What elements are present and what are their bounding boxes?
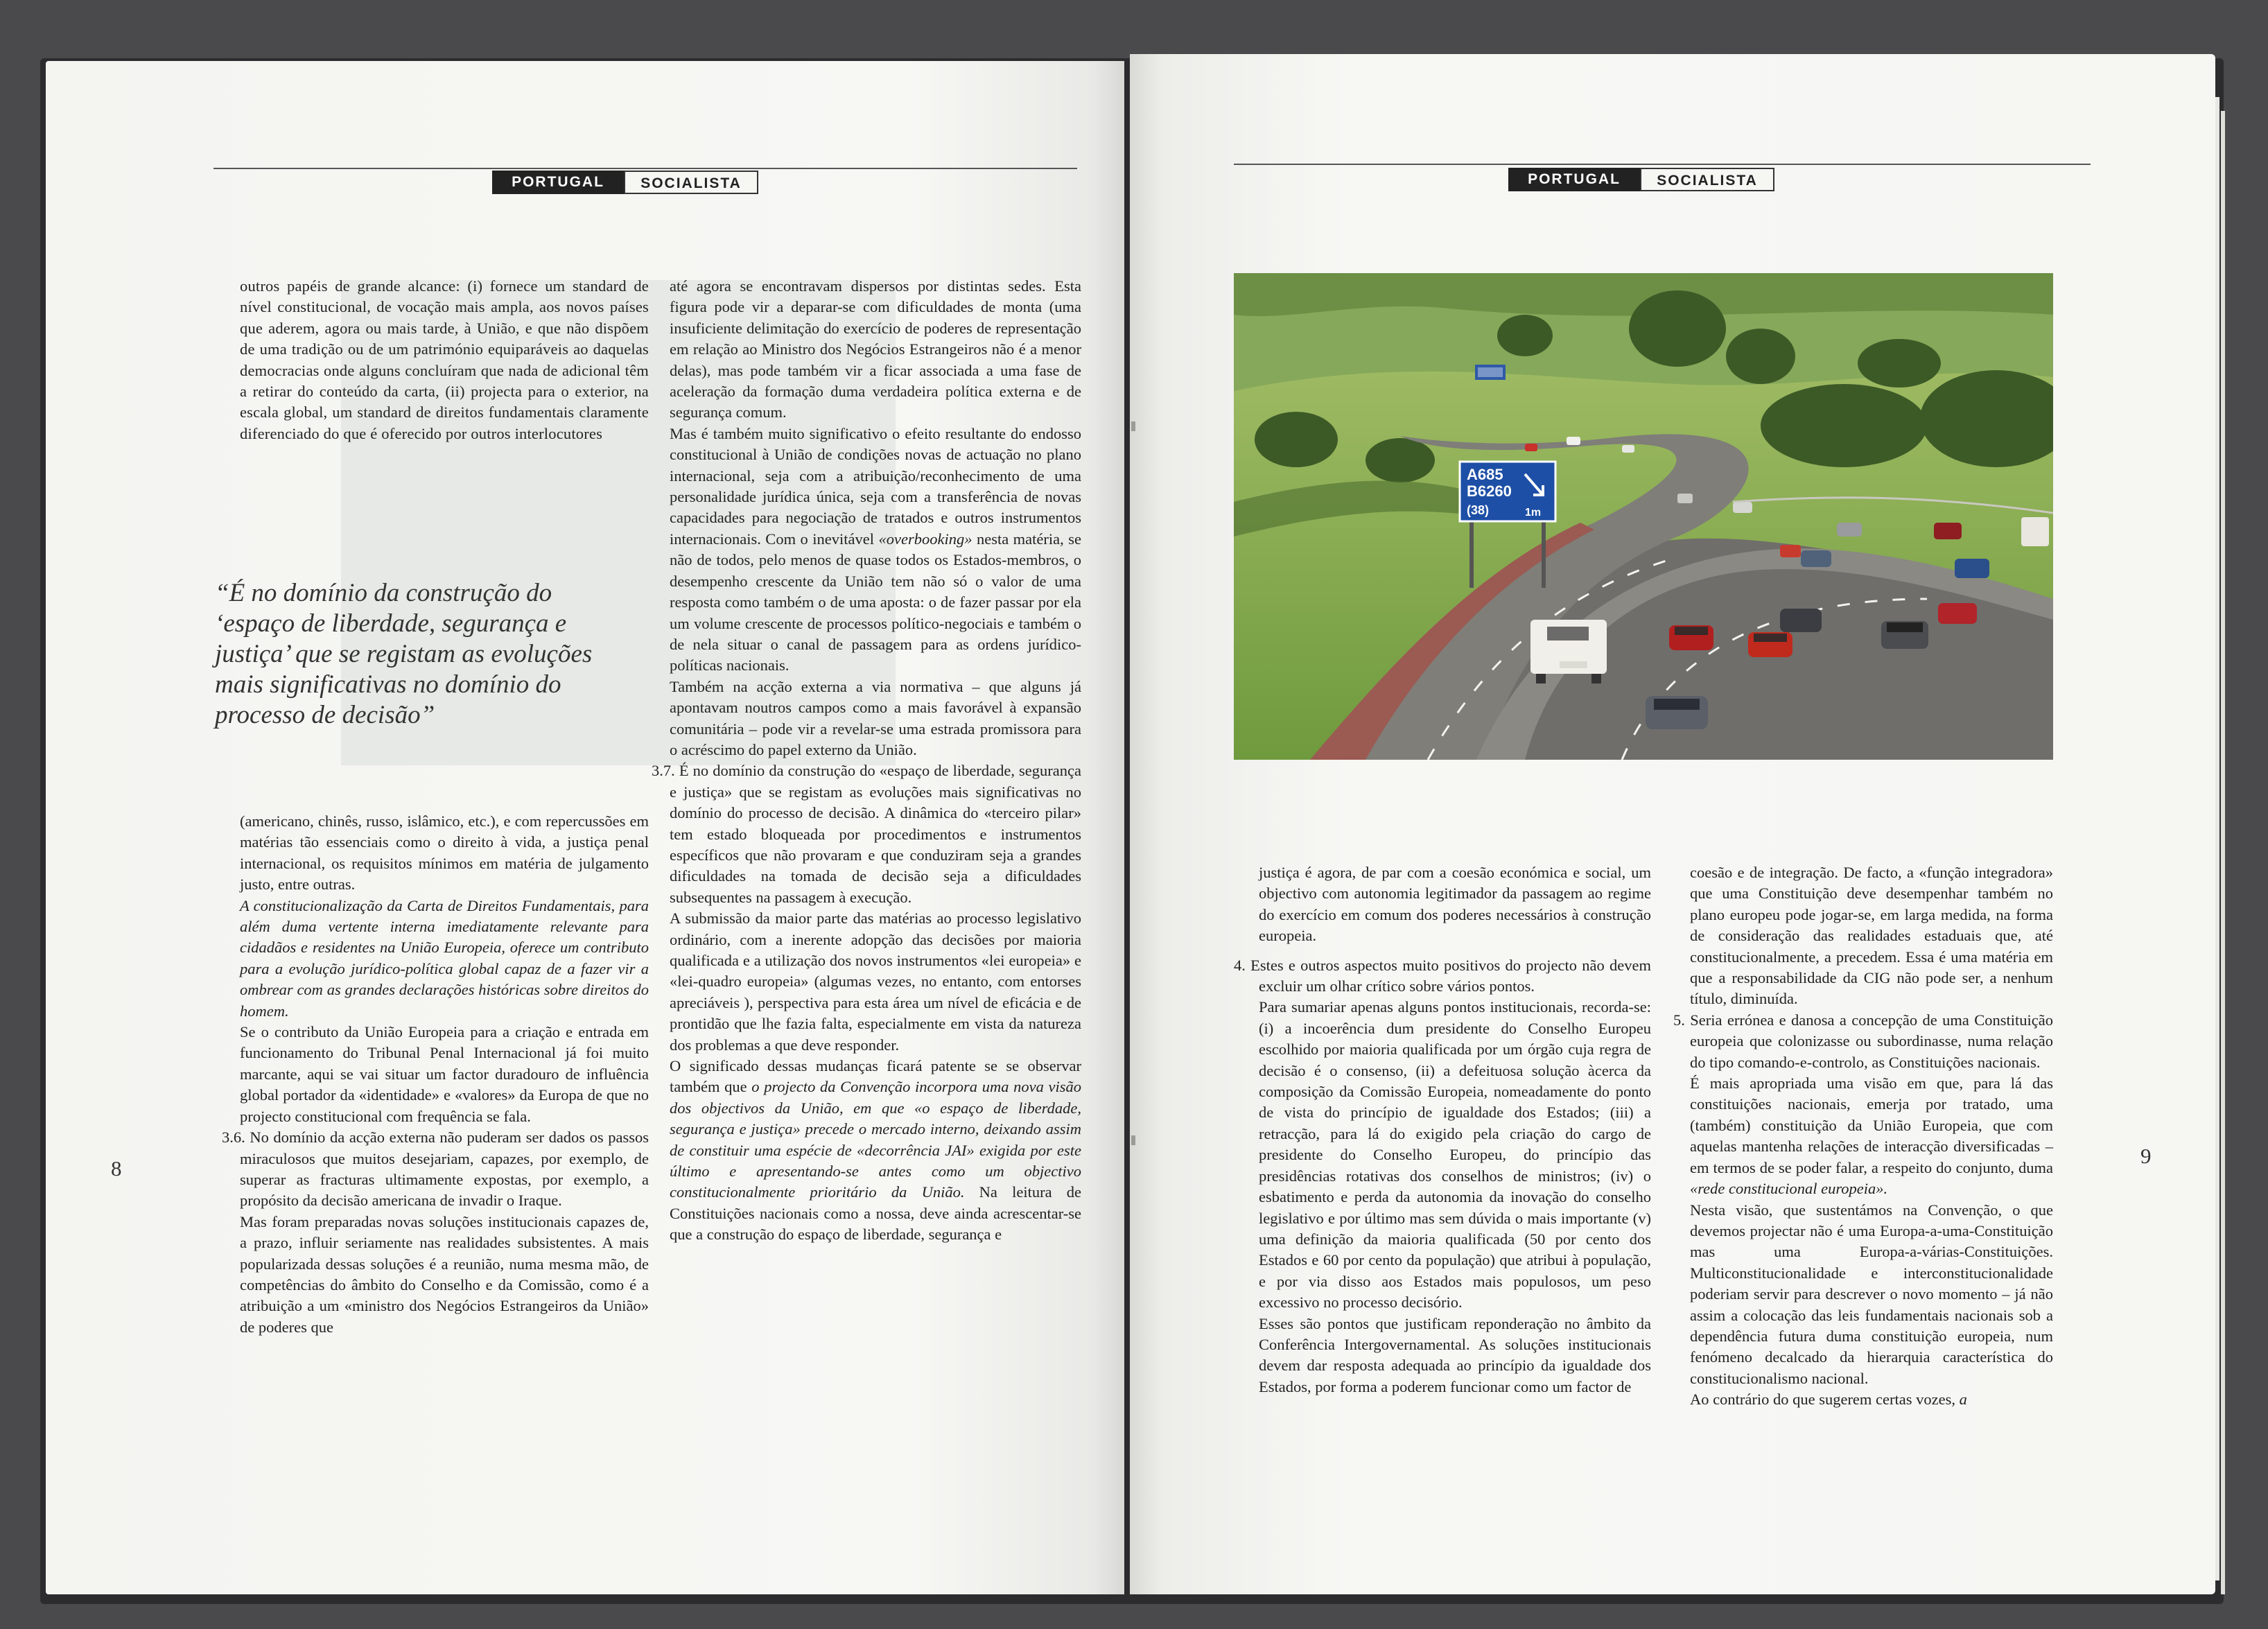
italic-text: «overbooking» xyxy=(878,530,972,548)
paragraph: Para sumariar apenas alguns pontos institucionais, recorda-se: (i) a incoerência dum presidente do Conselho Europeu escolhido por maioria qualificada por um órgão cuja regra de decisão é o consenso, (ii) a defeituosa solução àcerca da composição da Comissão Europeia, nomeadamente do ponto de vista do princípio de igualdade dos Estados; (iii) a retracção, para lá do exigido pela criação do cargo de presidente do Conselho Europeu, do princípio das presidências rotativas dos conselhos de ministros; (iv) o esbatimento e perda da autonomia da inovação do conselho legislativo e por último mas sem dúvida o mais importante (v) uma definição da maioria qualificada (50 por cento dos Estados e 60 por cento da população) que atribui à população, e por via disso aos Estados mais populosos, um peso excessivo no processo decisório. xyxy=(1259,998,1651,1312)
motorway-illustration xyxy=(1234,273,2053,760)
staple xyxy=(1131,1135,1135,1145)
italic-text: A constitucionalização da Carta de Direitos Fundamentais, para além duma vertente interna imediatamente relevante para cidadãos e residentes na União Europeia, oferece um contributo para a evolução jurídico-política global capaz de a fazer vir a ombrear com as grandes declarações históricas sobre direitos do homem. xyxy=(240,896,649,1020)
paragraph: Se o contributo da União Europeia para a criação e entrada em funcionamento do Tribunal Penal Internacional já foi muito marcante, aqui se vai situar um factor duradouro de influência global portador da «identidade» e «valores» da Europa de que no projecto constitucional com frequência se fala. xyxy=(240,1023,649,1125)
sign-text: (38) xyxy=(1467,503,1490,517)
page-number-right: 9 xyxy=(2140,1144,2152,1168)
text: Ao contrário do que sugerem certas vozes, xyxy=(1690,1391,1960,1409)
paragraph: A submissão da maior parte das matérias ao processo legislativo ordinário, com a inerente adopção das decisões por maioria qualificada e a utilização dos novos instrumentos «lei europeia» e «lei-quadro europeia» (algumas vezes, no entanto, com entorses apreciáveis ), perspectiva para esta área um nível de eficácia e de prontidão que lhe fazia falta, especialmente em vista da natureza dos problemas a que deve responder. xyxy=(670,909,1081,1054)
text: É mais apropriada uma visão em que, para lá das constituições nacionais, emerja por tratado, uma (também) constituição da União Europeia, que com aquelas mantenha relações de interacção diversificadas – em termos de se poder falar, a respeito do conjunto, duma xyxy=(1690,1074,2053,1176)
column-2 xyxy=(652,276,1082,1246)
paragraph: outros papéis de grande alcance: (i) fornece um standard de nível constitucional, de vocação mais ampla, aos novos países que aderem, agora ou mais tarde, à União, e que não dispõem de uma tradição ou de um património equiparáveis ao daquelas democracias onde alguns concluíram que nada de adicional têm a retirar do conteúdo da carta, (ii) projecta para o exterior, na escala global, um standard de direitos fundamentais claramente diferenciado do que é oferecido por outros interlocutores xyxy=(240,277,649,442)
sign-text: B6260 xyxy=(1467,482,1512,500)
column-1-top xyxy=(240,276,649,444)
right-page xyxy=(1130,54,2215,1594)
paragraph: coesão e de integração. De facto, a «função integradora» que uma Constituição deve desempenhar também no plano europeu pode jogar-se, em larga medida, na forma de consideração das realidades estaduais que, até constitucionalmente, a precedem. Essa é uma matéria em que a responsabilidade da CIG não pode ser, a nenhum título, diminuída. xyxy=(1690,864,2053,1008)
staple xyxy=(1131,421,1135,431)
italic-text: o projecto da Convenção incorpora uma nova visão dos objectivos da União, em que «o espaço de liberdade, segurança e justiça» precede o mercado interno, deixando assim de constituir uma espécie de «decorrência JAI» exigida por este último e apresentando-se antes como um objectivo constitucionalmente prioritário da União. xyxy=(670,1078,1082,1201)
paragraph: Mas foram preparadas novas soluções institucionais capazes de, a prazo, influir seriamente nas realidades subsistentes. A mais popularizada dessas soluções é a reunião, numa mesma mão, de competências do âmbito do Conselho e da Comissão, como é a atribuição a um «ministro dos Negócios Estrangeiros da União» de poderes que xyxy=(240,1212,649,1336)
header-tab-portugal: PORTUGAL xyxy=(1508,168,1640,191)
text: Mas é também muito significativo o efeito resultante do endosso constitucional à União de condições novas de actuação no plano internacional, seja com a atribuição/reconhecimento de uma personalidade jurídica única, seja com a transferência de novas capacidades para negociação de tratados e outros instrumentos internacionais. Com o inevitável xyxy=(670,424,1081,548)
left-page xyxy=(46,61,1124,1594)
paragraph-numbered: 4. Estes e outros aspectos muito positivos do projecto não devem excluir um olhar crítico sobre vários pontos. xyxy=(1234,956,1651,995)
page-number-left: 8 xyxy=(111,1156,122,1181)
motorway-photo xyxy=(1234,273,2053,760)
column-1 xyxy=(1234,862,1651,1397)
paragraph: (americano, chinês, russo, islâmico, etc.), e com repercussões em matérias tão essenciais como o direito à vida, a justiça penal internacional, os requisitos mínimos em matéria de julgamento justo, entre outras. xyxy=(240,812,649,894)
paragraph: Nesta visão, que sustentámos na Convenção, o que devemos projectar não é uma Europa-a-uma-Constituição mas uma Europa-a-várias-Constituições. Multiconstitucionalidade e interconstitucionalidade poderiam servir para descrever o novo momento – já não assim a colocação das leis fundamentais nacionais sob a dependência futura duma constituição europeia, num fenómeno decalcado da hierarquia característica do constitucionalismo nacional. xyxy=(1690,1201,2053,1387)
header-tab-socialista: SOCIALISTA xyxy=(1640,168,1774,191)
header-rule xyxy=(213,168,1077,169)
header-tab-socialista: SOCIALISTA xyxy=(624,171,758,194)
sign-text: A685 xyxy=(1467,466,1503,483)
paragraph-numbered: 3.6. No domínio da acção externa não puderam ser dados os passos miraculosos que muitos desejariam, capazes, por exemplo, de superar as fracturas ultimamente expostas, por exemplo, a propósito da decisão americana de invadir o Iraque. xyxy=(222,1129,649,1210)
paragraph: Esses são pontos que justificam reponderação no âmbito da Conferência Intergovernamental. As soluções institucionais devem dar resposta adequada ao princípio da igualdade dos Estados, por forma a poderem funcionar como um factor de xyxy=(1259,1314,1651,1395)
sign-text: 1m xyxy=(1525,507,1542,519)
paragraph: Também na acção externa a via normativa – que alguns já apontavam noutros campos como a mais favorável à expansão comunitária – pode vir a revelar-se uma estrada promissora para o acréscimo do papel externo da União. xyxy=(670,677,1081,758)
page-stack-edge xyxy=(2221,111,2225,1594)
header-tab-portugal: PORTUGAL xyxy=(492,171,624,194)
header-rule xyxy=(1234,164,2091,165)
paragraph: justiça é agora, de par com a coesão económica e social, um objectivo com autonomia legitimador da passagem ao regime do exercício em comum dos poderes necessários à construção europeia. xyxy=(1259,864,1651,945)
pull-quote: “É no domínio da construção do ‘espaço de liberdade, segurança e justiça’ que se registam as evoluções mais significativas no domínio do processo de decisão” xyxy=(215,579,593,729)
paragraph xyxy=(670,424,1081,677)
paragraph xyxy=(1690,1073,2053,1199)
paragraph: até agora se encontravam dispersos por distintas sedes. Esta figura pode vir a deparar-se com dificuldades de monta (uma insuficiente delimitação do exercício de poderes de representação em relação ao Ministro dos Negócios Estrangeiros não é a menor delas), mas pode também vir a ficar associada a uma fase de aceleração da formação duma verdadeira política externa e de segurança comum. xyxy=(670,277,1081,421)
text: O significado dessas mudanças ficará patente se se observar também que xyxy=(670,1057,1081,1096)
column-1-bottom xyxy=(222,811,649,1338)
paragraph-italic xyxy=(240,896,649,1022)
italic-text: a xyxy=(1959,1391,1967,1409)
italic-text: «rede constitucional europeia». xyxy=(1690,1180,1888,1198)
page-stack-edge xyxy=(2215,97,2219,1580)
paragraph xyxy=(1690,1389,2053,1410)
text: nesta matéria, se não de todos, pelo menos de quase todos os Estados-membros, o desempenho crescente da União tem não só o valor de uma resposta como também o de uma aposta: o de fazer passar por ela um volume crescente de processos político-negociais e também o de nela situar o canal de passagem para as ordens jurídico-políticas nacionais. xyxy=(670,530,1081,674)
column-2 xyxy=(1673,862,2053,1411)
text: Na leitura de Constituições nacionais como a nossa, deve ainda acrescentar-se que a construção do espaço de liberdade, segurança e xyxy=(670,1183,1081,1244)
paragraph-numbered: 5. Seria errónea e danosa a concepção de uma Constituição europeia que colonizasse ou subordinasse, numa relação do tipo comando-e-controlo, as Constituições nacionais. xyxy=(1673,1011,2053,1071)
paragraph-numbered: 3.7. É no domínio da construção do «espaço de liberdade, segurança e justiça» que se registam as evoluções mais significativas no domínio do processo de decisão. A dinâmica do «terceiro pilar» tem estado bloqueada por procedimentos e instrumentos específicos que não provaram e que conduziram seja a grandes dificuldades na tomada de decisão seja a dificuldades subsequentes na passagem à execução. xyxy=(652,762,1081,906)
paragraph xyxy=(670,1056,1081,1246)
